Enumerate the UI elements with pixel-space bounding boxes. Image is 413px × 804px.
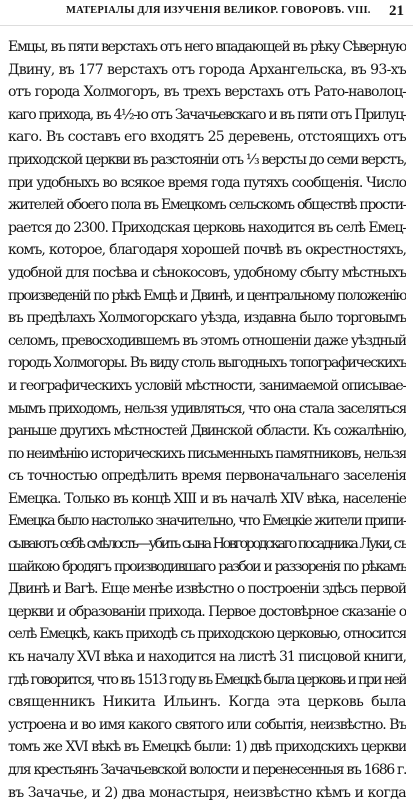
text-line: по неимѣнiю историческихъ письменныхъ памятниковъ, нельзя	[8, 445, 406, 462]
text-line: шайкою бродягъ производившаго разбои и раззоренiя по рѣкамъ	[8, 558, 406, 575]
header-divider	[0, 25, 413, 26]
text-line: и географическихъ условiй мѣстности, занимаемой описывае-	[8, 377, 406, 394]
text-line: Емцы, въ пяти верстахъ отъ него впадающей въ рѣку Сѣверную	[8, 39, 406, 55]
text-line: Емецка было настолько значительно, что Емецкiе жители припи-	[8, 513, 406, 530]
text-line: въ предѣлахъ Холмогорскаго уѣзда, издавна было торговымъ	[8, 310, 406, 327]
text-line: съ точностью опредѣлить время первоначальнаго заселенiя	[8, 468, 406, 485]
text-line: каго прихода, въ 4½-ю отъ Зачачьевскаго и въ пяти отъ Прилуц-	[8, 106, 406, 123]
text-line: каго. Въ составъ его входятъ 25 деревень, отстоящихъ отъ	[8, 129, 406, 146]
text-line: отъ города Холмогоръ, въ трехъ верстахъ отъ Рато-наволоц-	[8, 84, 406, 101]
text-line: священникъ Никита Ильинъ. Когда эта церковь была	[8, 694, 406, 711]
text-line: для крестьянъ Зачачьевской волости и перенесенныя въ 1686 г.	[8, 762, 406, 778]
text-line: сываютъ себѣ смѣлость—убить сына Новгородскаго посадника Луки, съ	[8, 536, 406, 553]
text-line: раньше другихъ мѣстностей Двинской области. Къ сожалѣнiю,	[8, 423, 406, 440]
text-line: городъ Холмогоры. Въ виду столь выгодныхъ топографическихъ	[8, 355, 406, 372]
body-text	[8, 36, 406, 804]
text-line: произведенiй по рѣкѣ Емцѣ и Двинѣ, и центральному положенiю	[8, 287, 406, 304]
text-line: приходской церкви въ разстоянiи отъ ⅓ версты до семи верстъ,	[8, 151, 406, 168]
text-line: комъ, которое, благодаря хорошей почвѣ въ окрестностяхъ,	[8, 242, 406, 259]
text-line: мымъ приходомъ, нельзя удивляться, что она стала заселяться	[8, 400, 406, 417]
text-line: Двинѣ и Вагѣ. Еще менѣе извѣстно о построенiи здѣсь первой	[8, 581, 406, 598]
text-line: въ Зачачье, и 2) два монастыря, неизвѣстно кѣмъ и когда	[8, 784, 406, 801]
text-line: жителей обоего пола въ Емецкомъ сельскомъ обществѣ прости-	[8, 197, 406, 214]
text-line: селомъ, превосходившемъ въ этомъ отношенiи даже уѣздный	[8, 332, 406, 349]
page-number: 21	[389, 3, 404, 19]
running-header: МАТЕРIАЛЫ ДЛЯ ИЗУЧЕНIЯ ВЕЛИКОР. ГОВОРОВЪ. VIII.	[66, 5, 371, 16]
text-line: устроена и во имя какого святого или событiя, неизвѣстно. Въ	[8, 716, 406, 733]
text-line: Емецка. Только въ концѣ XIII и въ началѣ XIV вѣка, населенiе	[8, 490, 406, 507]
text-line: селѣ Емецкѣ, какъ приходѣ съ приходскою церковью, относится	[8, 626, 406, 643]
text-line: къ началу XVI вѣка и находится на листѣ 31 писцовой книги,	[8, 649, 406, 666]
text-line: при удобныхъ во всякое время года путяхъ сообщенiя. Число	[8, 174, 406, 191]
text-line: Двину, въ 177 верстахъ отъ города Архангельска, въ 93-хъ	[8, 61, 406, 78]
text-line: томъ же XVI вѣкѣ въ Емецкѣ были: 1) двѣ приходскихъ церкви	[8, 739, 406, 756]
text-line: удобной для посѣва и сѣнокосовъ, удобному сбыту мѣстныхъ	[8, 264, 406, 281]
text-line: рается до 2300. Приходская церковь находится въ селѣ Емец-	[8, 219, 406, 236]
text-line: церкви и образованiи прихода. Первое достовѣрное сказанiе о	[8, 603, 406, 620]
text-line: гдѣ говорится, что въ 1513 году въ Емецкѣ была церковь и при ней	[8, 671, 406, 688]
